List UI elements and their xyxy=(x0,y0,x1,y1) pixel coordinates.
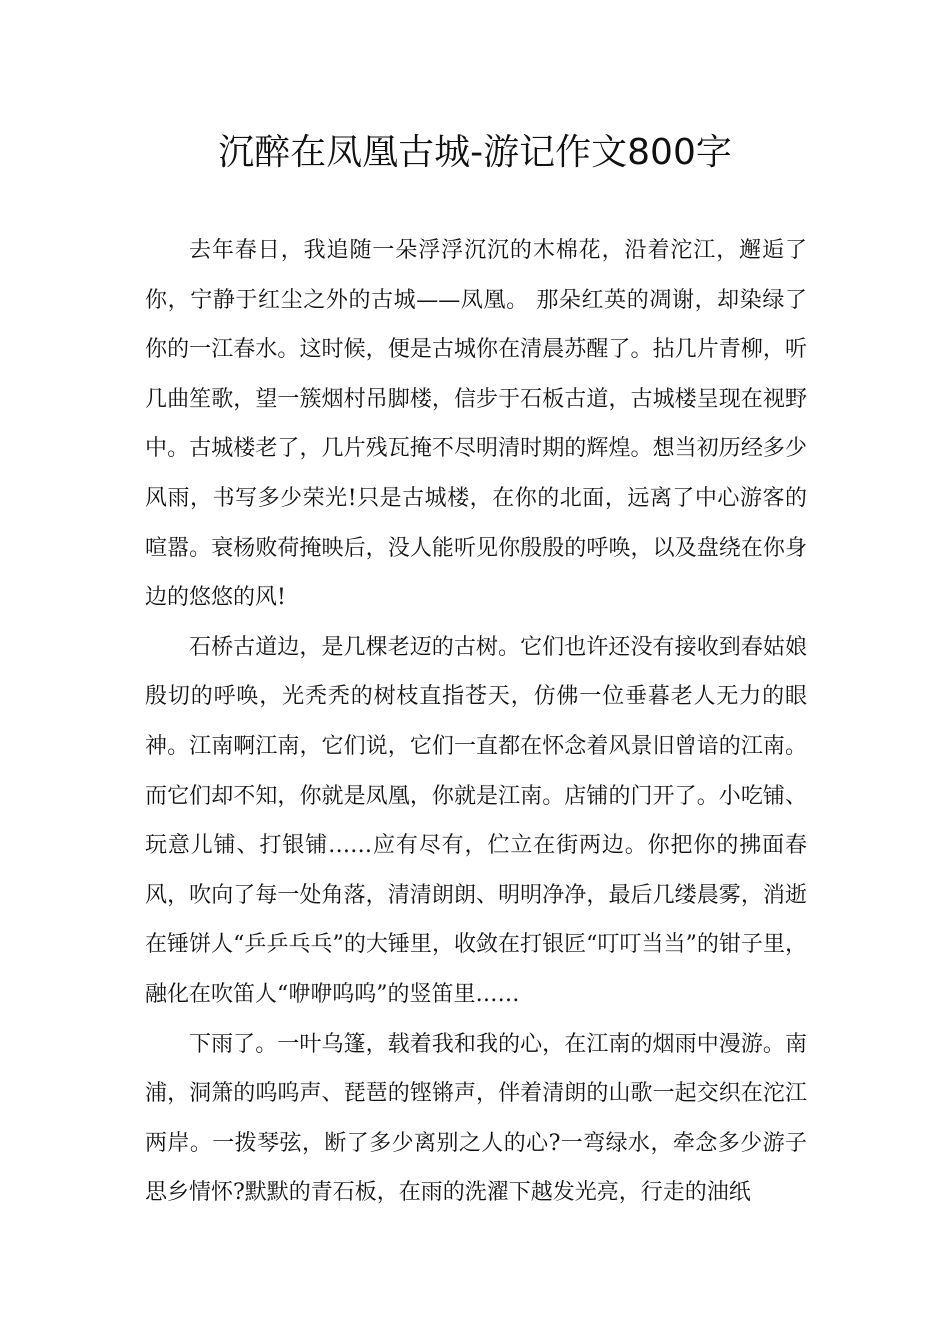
document-title: 沉醉在凤凰古城-游记作文800字 xyxy=(218,132,732,173)
document-body xyxy=(145,226,807,1218)
paragraph-1: 去年春日，我追随一朵浮浮沉沉的木棉花，沿着沱江，邂逅了你，宁静于红尘之外的古城——凤凰。 那朵红英的凋谢，却染绿了你的一江春水。这时候，便是古城你在清晨苏醒了。拈几片青柳，听几曲笙歌，望一簇烟村吊脚楼，信步于石板古道，古城楼呈现在视野中。古城楼老了，几片残瓦掩不尽明清时期的辉煌。想当初历经多少风雨，书写多少荣光!只是古城楼，在你的北面，远离了中心游客的喧嚣。衰杨败荷掩映后，没人能听见你殷殷的呼唤，以及盘绕在你身边的悠悠的风! xyxy=(145,238,807,611)
paragraph-2: 石桥古道边，是几棵老迈的古树。它们也许还没有接收到春姑娘殷切的呼唤，光秃秃的树枝直指苍天，仿佛一位垂暮老人无力的眼神。江南啊江南，它们说，它们一直都在怀念着风景旧曾谙的江南。而它们却不知，你就是凤凰，你就是江南。店铺的门开了。小吃铺、玩意儿铺、打银铺……应有尽有，伫立在街两边。你把你的拂面春风，吹向了每一处角落，清清朗朗、明明净净，最后几缕晨雾，消逝在锤饼人“乒乒乓乓”的大锤里，收敛在打银匠“叮叮当当”的钳子里，融化在吹笛人“咿咿呜呜”的竖笛里…… xyxy=(145,634,807,1007)
paragraph-3: 下雨了。一叶乌篷，载着我和我的心，在江南的烟雨中漫游。南浦，洞箫的呜呜声、琵琶的铿锵声，伴着清朗的山歌一起交织在沱江两岸。一拨琴弦，断了多少离别之人的心?一弯绿水，牵念多少游子思乡情怀?默默的青石板，在雨的洗濯下越发光亮，行走的油纸 xyxy=(145,1031,807,1206)
